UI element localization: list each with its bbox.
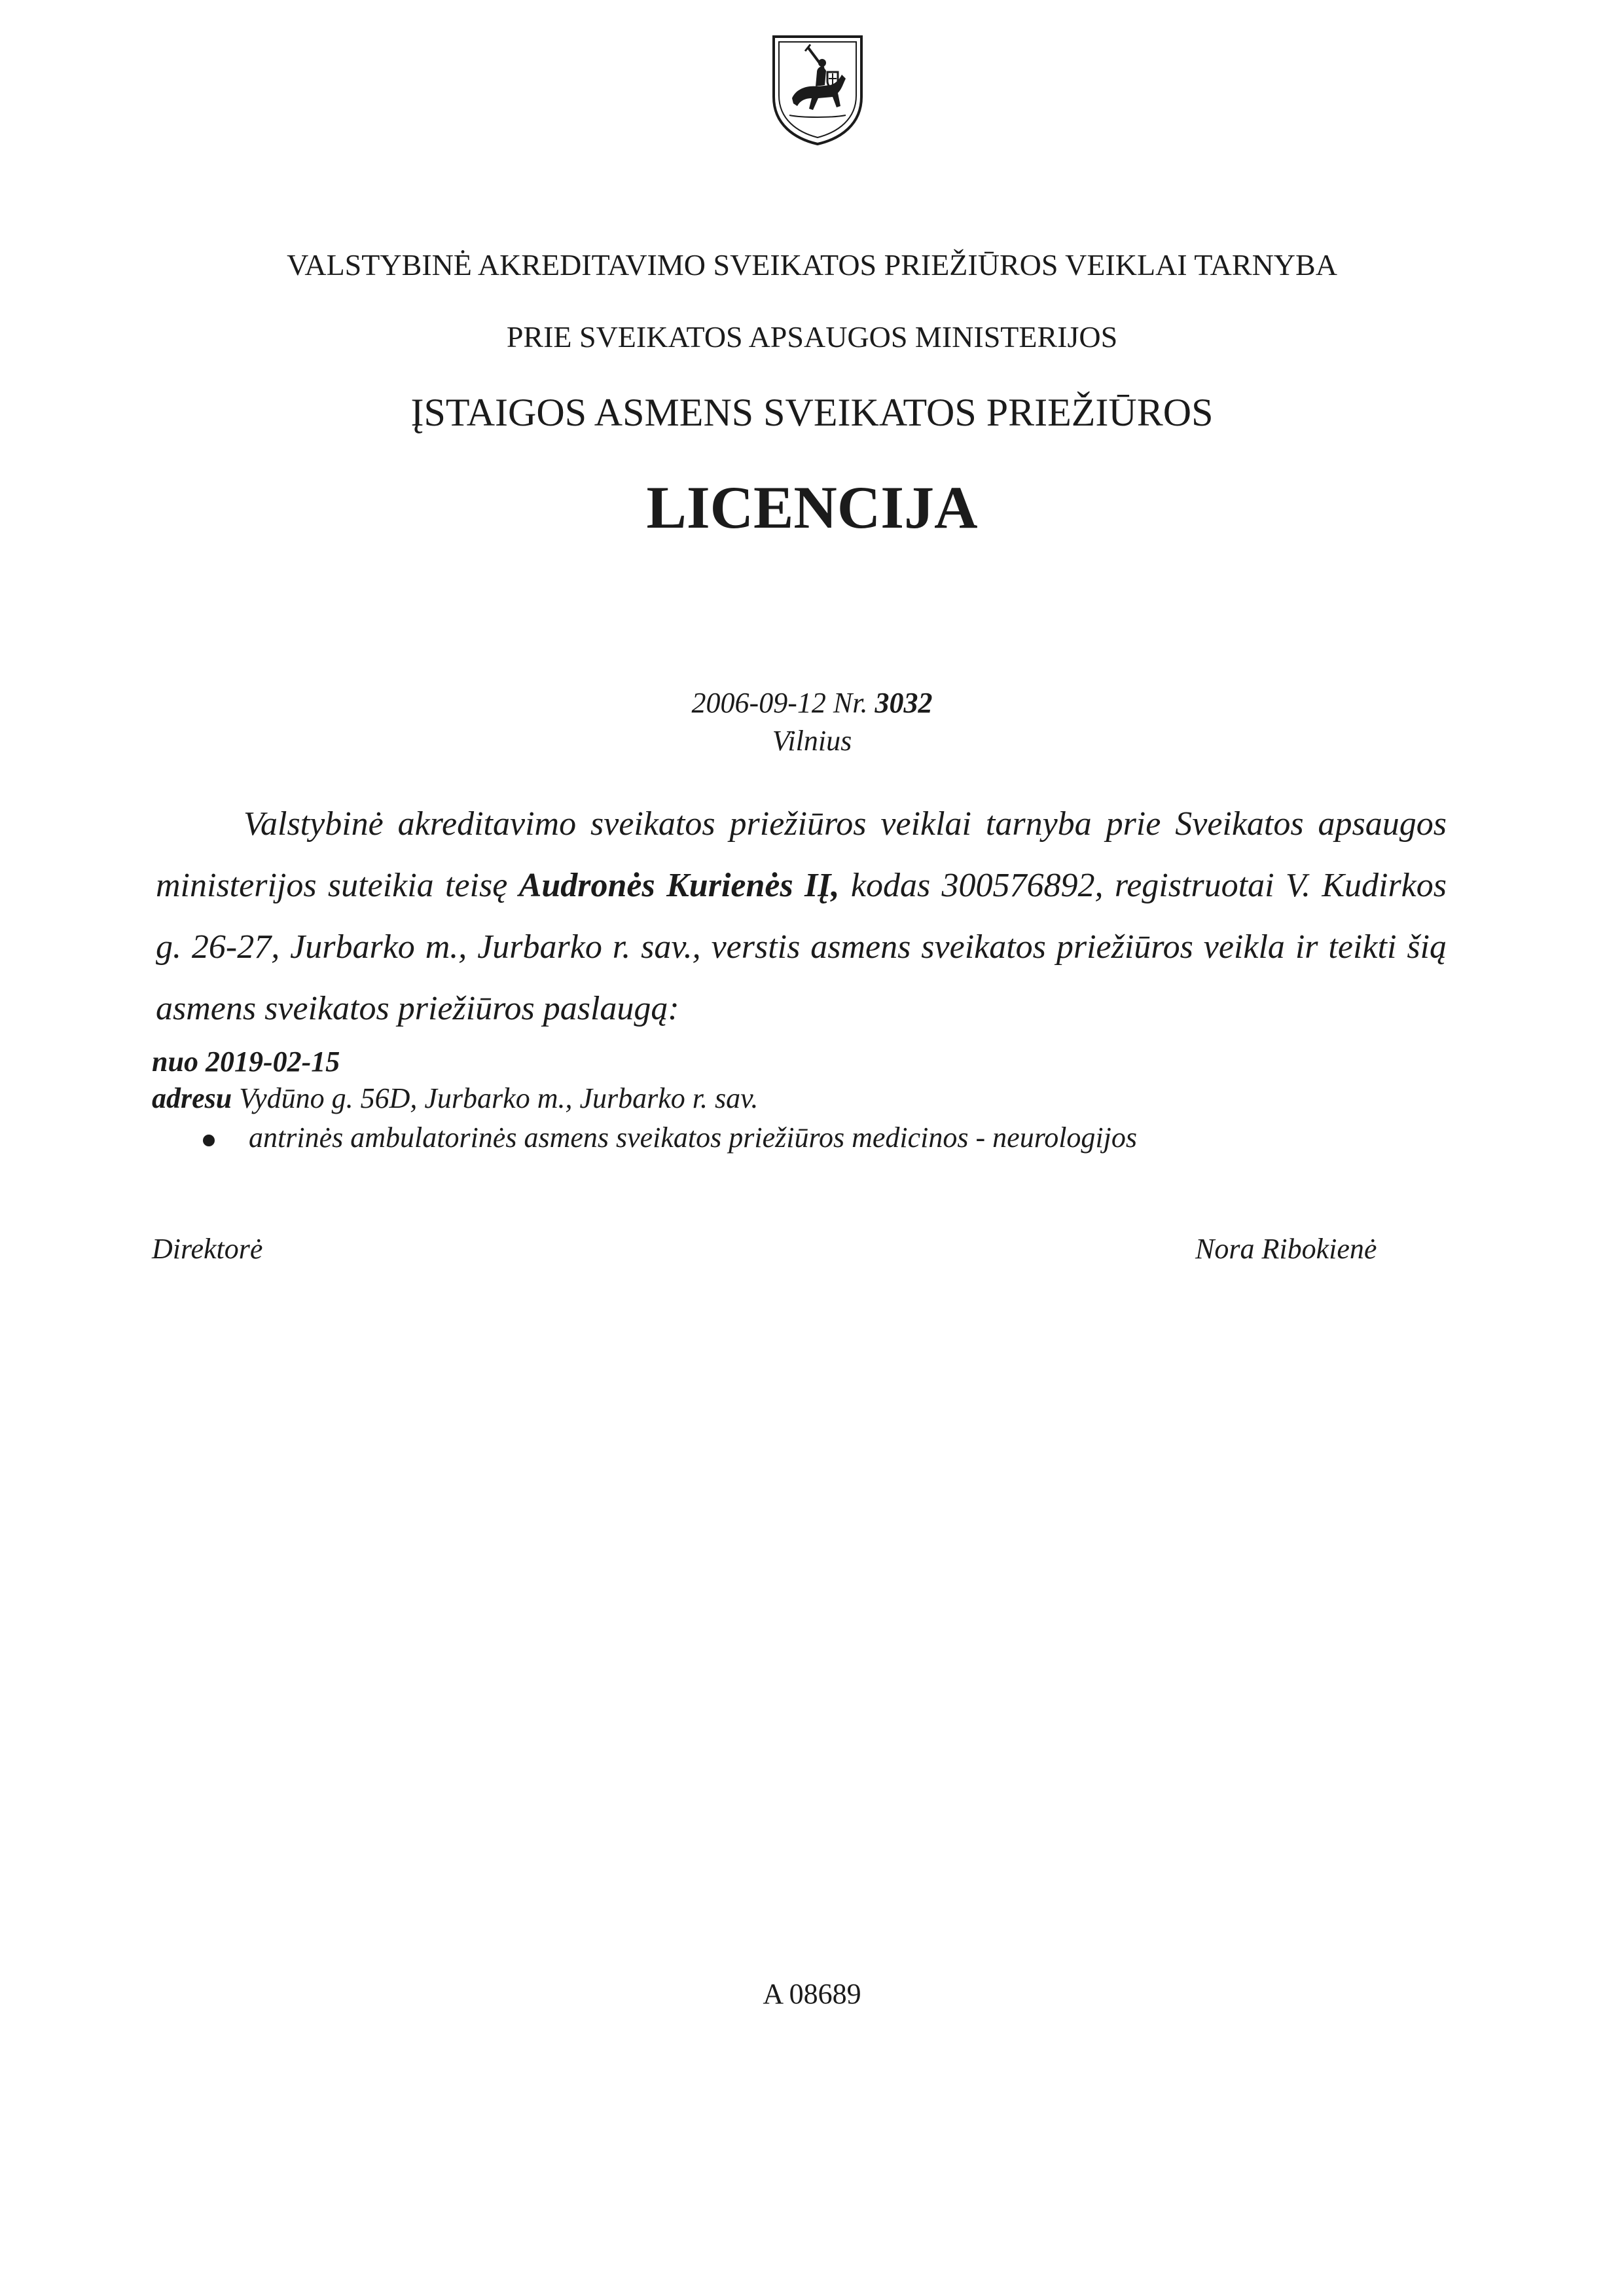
license-holder: Audronės Kurienės IĮ, [518,867,840,904]
address-label: adresu [152,1082,232,1114]
signatory-position: Direktorė [152,1233,263,1265]
license-type: ĮSTAIGOS ASMENS SVEIKATOS PRIEŽIŪROS [410,391,1214,434]
authority-name: VALSTYBINĖ AKREDITAVIMO SVEIKATOS PRIEŽIŪROS VEIKLAI TARNYBA [287,248,1337,282]
body-text-part-1: Valstybinė akreditavimo sveikatos priežiūros veiklai tarnyba prie Sveikatos apsaugos ministerijos suteikia teisę [156,805,1447,904]
bullet-icon [203,1135,215,1146]
authority-subtitle: PRIE SVEIKATOS APSAUGOS MINISTERIJOS [506,320,1118,354]
document-title: LICENCIJA [646,474,978,541]
license-number: 3032 [875,687,933,719]
address-value: Vydūno g. 56D, Jurbarko m., Jurbarko r. sav. [232,1082,759,1114]
number-label: Nr. [833,687,868,719]
licensed-service: antrinės ambulatorinės asmens sveikatos priežiūros medicinos - neurologijos [249,1121,1137,1154]
body-text-part-2: kodas 300576892, registruotai V. Kudirkos g. 26-27, Jurbarko m., Jurbarko r. sav., verstis asmens sveikatos priežiūros veikla ir teikti šią asmens sveikatos priežiūros paslaugą: [156,867,1447,1027]
valid-from: nuo 2019-02-15 [152,1046,340,1078]
issue-date: 2006-09-12 [691,687,826,719]
issue-dateline [0,686,1624,720]
form-serial-number: A 08689 [763,1978,861,2010]
signatory-name: Nora Ribokienė [1195,1233,1377,1265]
license-body-paragraph [156,793,1447,1040]
coat-of-arms-icon [770,33,865,147]
issue-city: Vilnius [772,725,852,757]
service-address [152,1082,758,1115]
